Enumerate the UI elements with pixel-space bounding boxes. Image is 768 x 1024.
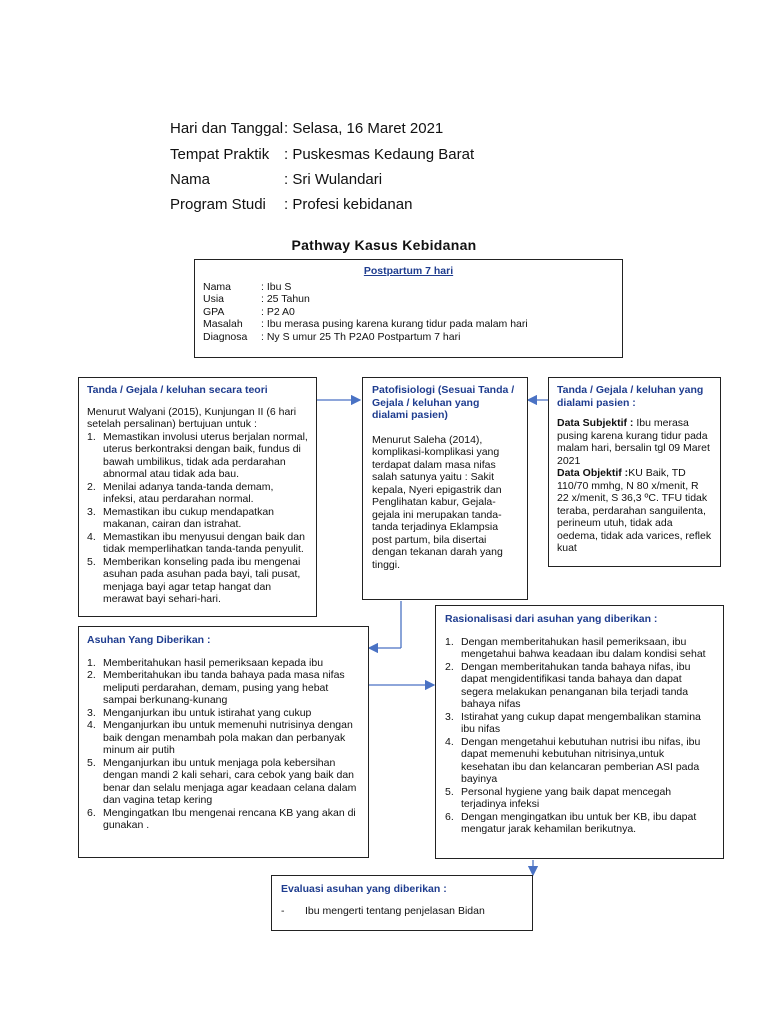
list-item: 1. Memastikan involusi uterus berjalan normal, uterus berkontraksi dengan baik, fundus di bawah umbilikus, tidak ada perdarahan abnormal atau tidak ada bau. — [87, 430, 308, 480]
objective-text: KU Baik, TD 110/70 mmhg, N 80 x/menit, R 22 x/menit, S 36,3 ºC. TFU tidak teraba, perdarahan sanguilenta, perineum utuh, tidak ada oedema, tidak ada varices, reflek kuat — [557, 467, 712, 554]
list-item-text: Memberitahukan ibu tanda bahaya pada masa nifas meliputi perdarahan, demam, pusing yang hebat sampai berkunang-kunang — [103, 669, 345, 706]
rationale-heading: Rasionalisasi dari asuhan yang diberikan : — [445, 613, 658, 625]
header-label: Hari dan Tanggal — [170, 120, 284, 137]
case-row — [203, 306, 614, 319]
case-row — [203, 331, 614, 344]
list-item-text: Menilai adanya tanda-tanda demam, infeksi, atau perdarahan normal. — [103, 480, 274, 505]
case-key: GPA — [203, 305, 225, 318]
case-key: Nama — [203, 280, 232, 293]
list-item-text: Memastikan ibu menyusui dengan baik dan tidak memperlihatkan tanda-tanda penyulit. — [103, 530, 305, 555]
evaluation-text: Ibu mengerti tentang penjelasan Bidan — [305, 904, 485, 917]
list-item-text: Dengan memberitahukan hasil pemeriksaan, ibu mengetahui bahwa keadaan ibu dalam kondisi sehat — [461, 635, 706, 660]
patient-signs-heading: Tanda / Gejala / keluhan yang dialami pasien : — [557, 384, 704, 409]
list-item-text: Memastikan involusi uterus berjalan normal, uterus berkontraksi dengan baik, fundus di bawah umbilikus, tidak ada perdarahan abnormal atau tidak ada bau. — [103, 430, 308, 480]
header-value: : Puskesmas Kedaung Barat — [284, 146, 475, 163]
evaluation-box — [271, 875, 533, 931]
list-item-text: Memberikan konseling pada ibu mengenai asuhan pada asuhan pada bayi, tali pusat, menjaga bayi agar tetap hangat dan merawat bayi sehari-hari. — [103, 555, 301, 605]
care-given-heading: Asuhan Yang Diberikan : — [87, 634, 211, 646]
list-item: 3. Istirahat yang cukup dapat mengembalikan stamina ibu nifas — [445, 710, 701, 735]
case-key: Diagnosa — [203, 330, 248, 343]
care-given-box — [78, 626, 369, 858]
case-row — [203, 281, 614, 294]
list-item: 1. Dengan memberitahukan hasil pemeriksaan, ibu mengetahui bahwa keadaan ibu dalam kondisi sehat — [445, 635, 706, 660]
list-item-text: Istirahat yang cukup dapat mengembalikan stamina ibu nifas — [461, 710, 701, 735]
evaluation-bullet: - — [281, 904, 285, 917]
header-value: : Selasa, 16 Maret 2021 — [284, 120, 444, 137]
theory-heading: Tanda / Gejala / keluhan secara teori — [87, 384, 268, 396]
list-item-text: Dengan mengingatkan ibu untuk ber KB, ibu dapat mengatur jarak kehamilan berikutnya. — [461, 810, 697, 835]
rationale-box — [435, 605, 724, 859]
list-item: 2. Dengan memberitahukan tanda bahaya nifas, ibu dapat mengidentifikasi tanda bahaya dan dapat segera melakukan penanganan bila terjadi tanda bahaya nifas — [445, 660, 691, 710]
subjective-text: Ibu merasa pusing karena kurang tidur pada malam hari, bersalin tgl 09 Maret 2021 — [557, 417, 710, 467]
list-item-text: Menganjurkan ibu untuk memenuhi nutrisinya dengan baik dengan menambah pola makan dan perbanyak minum air putih — [103, 719, 353, 756]
rationale-list — [445, 636, 714, 836]
list-item-text: Mengingatkan Ibu mengenai rencana KB yang akan di gunakan . — [103, 806, 356, 831]
page-title: Pathway Kasus Kebidanan — [291, 237, 477, 253]
list-item-text: Personal hygiene yang baik dapat mencegah terjadinya infeksi — [461, 785, 672, 810]
patient-signs-box — [548, 377, 721, 567]
list-item-text: Dengan mengetahui kebutuhan nutrisi ibu nifas, ibu dapat memenuhi kebutuhan nitrisinya,untuk kesehatan ibu dan kelancaran pemberian ASI pada bayinya — [461, 735, 701, 785]
list-item: 5. Menganjurkan ibu untuk menjaga pola kebersihan dengan mandi 2 kali sehari, cara cebok yang baik dan benar dan selalu menjaga agar keadaan celana dalam dan vagina tetap kering — [87, 756, 357, 806]
care-given-list — [87, 657, 360, 832]
header-value: : Sri Wulandari — [284, 171, 383, 188]
subjective-label: Data Subjektif : — [557, 417, 634, 429]
case-key: Masalah — [203, 318, 243, 330]
case-row — [203, 293, 614, 306]
list-item: 6. Mengingatkan Ibu mengenai rencana KB yang akan di gunakan . — [87, 806, 356, 831]
list-item: 3. Menganjurkan ibu untuk istirahat yang cukup — [87, 706, 312, 719]
list-item: 5. Personal hygiene yang baik dapat mencegah terjadinya infeksi — [445, 785, 672, 810]
list-item: 1. Memberitahukan hasil pemeriksaan kepada ibu — [87, 656, 324, 669]
pathophysiology-text: Menurut Saleha (2014), komplikasi-komplikasi yang terdapat dalam masa nifas salah satunya yaitu : Sakit kepala, Nyeri epigastrik dan Penglihatan kabur, Gejala-gejala ini merupakan tanda-tanda terjadinya Eklampsia post partum, bila disertai dengan tekanan darah yang tinggi. — [372, 433, 503, 571]
theory-box — [78, 377, 317, 617]
list-item-text: Menganjurkan ibu untuk menjaga pola kebersihan dengan mandi 2 kali sehari, cara cebok yang baik dan benar dan selalu menjaga agar keadaan celana dalam dan vagina tetap kering — [103, 756, 357, 806]
pathophysiology-heading: Patofisiologi (Sesuai Tanda / Gejala / keluhan yang dialami pasien) — [372, 384, 515, 421]
case-value: : P2 A0 — [261, 305, 295, 318]
case-summary-heading: Postpartum 7 hari — [363, 265, 454, 277]
list-item: 2. Memberitahukan ibu tanda bahaya pada masa nifas meliputi perdarahan, demam, pusing yang hebat sampai berkunang-kunang — [87, 669, 345, 706]
subjective-data — [557, 417, 712, 467]
list-item: 5. Memberikan konseling pada ibu mengenai asuhan pada asuhan pada bayi, tali pusat, menjaga bayi agar tetap hangat dan merawat bayi sehari-hari. — [87, 555, 301, 605]
list-item-text: Menganjurkan ibu untuk istirahat yang cukup — [103, 706, 312, 719]
case-summary-box — [194, 259, 623, 358]
header-label: Program Studi — [170, 196, 266, 213]
list-item: 4. Memastikan ibu menyusui dengan baik dan tidak memperlihatkan tanda-tanda penyulit. — [87, 530, 305, 555]
objective-label: Data Objektif : — [557, 467, 629, 479]
list-item-text: Memastikan ibu cukup mendapatkan makanan, cairan dan istrahat. — [103, 505, 275, 530]
list-item: 4. Dengan mengetahui kebutuhan nutrisi ibu nifas, ibu dapat memenuhi kebutuhan nitrisinya,untuk kesehatan ibu dan kelancaran pemberian ASI pada bayinya — [445, 735, 701, 785]
header-label: Tempat Praktik — [170, 146, 270, 163]
list-item: 6. Dengan mengingatkan ibu untuk ber KB, ibu dapat mengatur jarak kehamilan berikutnya. — [445, 810, 697, 835]
list-item: 3. Memastikan ibu cukup mendapatkan makanan, cairan dan istrahat. — [87, 505, 275, 530]
evaluation-heading: Evaluasi asuhan yang diberikan : — [281, 883, 447, 895]
case-value: : 25 Tahun — [261, 293, 310, 305]
evaluation-item — [281, 905, 523, 918]
theory-intro: Menurut Walyani (2015), Kunjungan II (6 hari setelah persalinan) bertujuan untuk : — [87, 405, 297, 430]
list-item-text: Memberitahukan hasil pemeriksaan kepada ibu — [103, 656, 324, 669]
theory-list — [87, 431, 308, 606]
header-value: : Profesi kebidanan — [284, 196, 413, 213]
case-value: : Ny S umur 25 Th P2A0 Postpartum 7 hari — [261, 330, 461, 343]
pathophysiology-box — [362, 377, 528, 600]
list-item-text: Dengan memberitahukan tanda bahaya nifas, ibu dapat mengidentifikasi tanda bahaya dan dapat segera melakukan penanganan bila terjadi tanda bahaya nifas — [461, 660, 691, 710]
objective-data — [557, 467, 712, 555]
case-key: Usia — [203, 293, 225, 305]
header-label: Nama — [170, 171, 211, 188]
case-value: : Ibu merasa pusing karena kurang tidur pada malam hari — [261, 318, 528, 330]
case-row — [203, 318, 614, 331]
case-value: : Ibu S — [261, 280, 292, 293]
list-item: 2. Menilai adanya tanda-tanda demam, infeksi, atau perdarahan normal. — [87, 480, 274, 505]
list-item: 4. Menganjurkan ibu untuk memenuhi nutrisinya dengan baik dengan menambah pola makan dan perbanyak minum air putih — [87, 719, 353, 756]
